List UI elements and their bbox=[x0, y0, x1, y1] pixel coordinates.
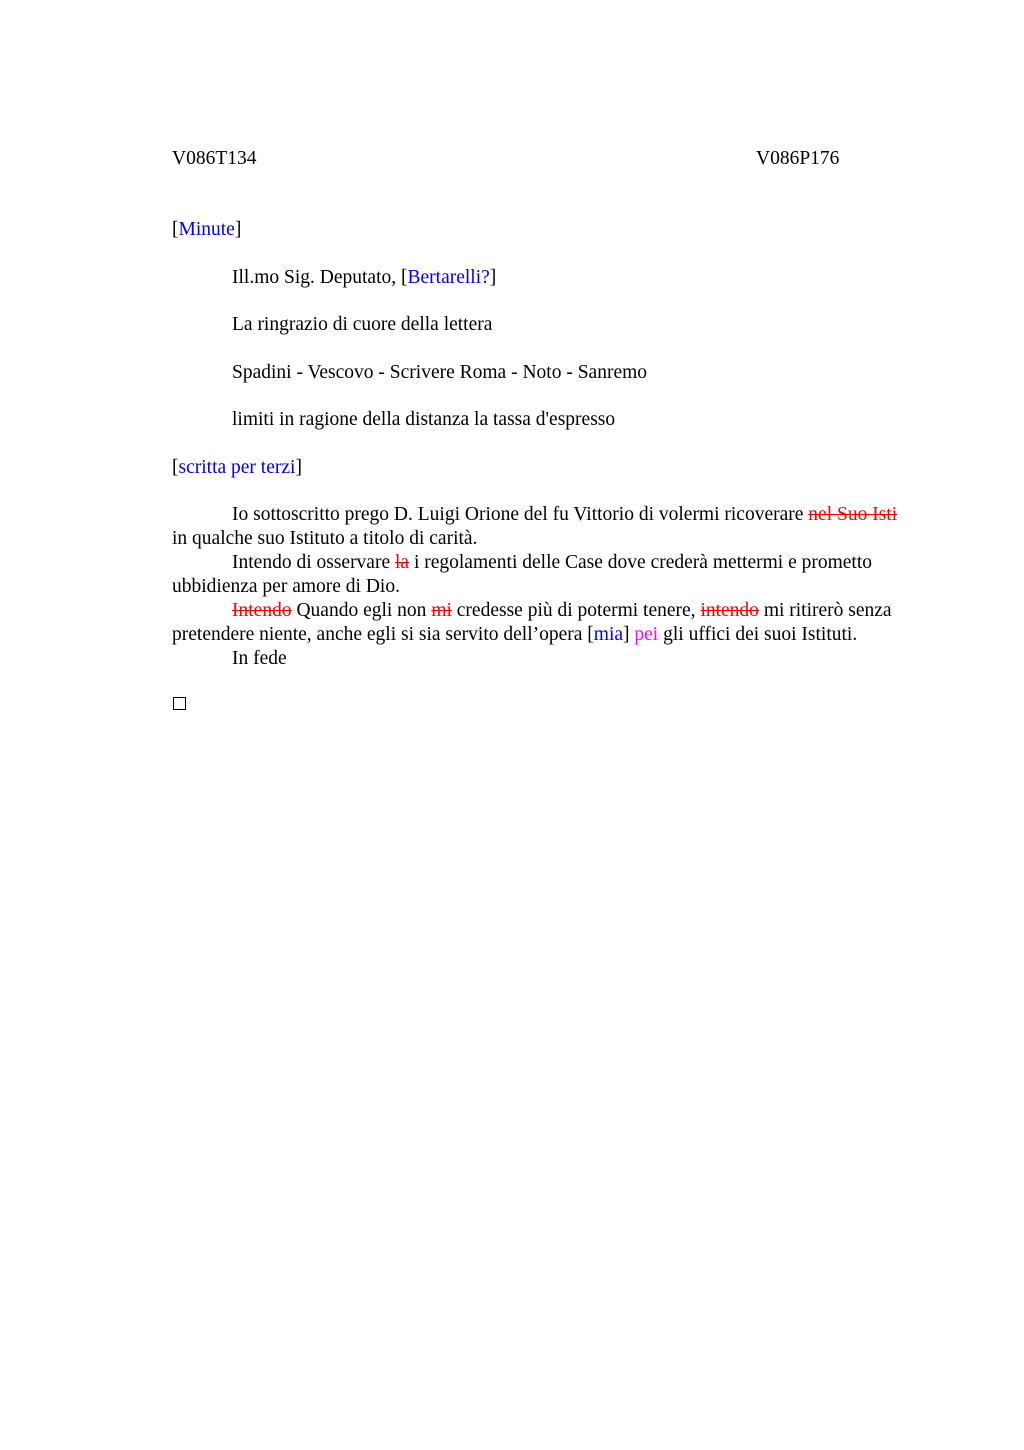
document-code-left: V086T134 bbox=[172, 148, 257, 169]
declaration-body bbox=[172, 503, 912, 671]
closing-line: In fede bbox=[232, 648, 287, 669]
text-run: Io sottoscritto prego D. Luigi Orione del fu Vittorio di volermi ricoverare bbox=[232, 504, 809, 525]
minute-heading: [Minute] bbox=[172, 219, 242, 240]
document-code-right: V086P176 bbox=[756, 148, 840, 169]
deleted-text: Intendo bbox=[232, 600, 292, 621]
text-run: Quando egli non bbox=[291, 600, 432, 621]
end-square-icon bbox=[173, 697, 186, 710]
minute-line-3: limiti in ragione della distanza la tassa d'espresso bbox=[232, 409, 616, 430]
deleted-text: intendo bbox=[700, 600, 759, 621]
text-run: mi ritirerò senza pretendere niente, anche egli si sia servito dell’opera bbox=[172, 600, 892, 645]
deleted-text: Isti bbox=[872, 504, 898, 525]
deleted-text: nel Suo bbox=[808, 504, 873, 525]
text-run: credesse più di potermi tenere, bbox=[451, 600, 701, 621]
deleted-text: la bbox=[395, 552, 410, 573]
salutation-text: Ill.mo Sig. Deputato, bbox=[232, 267, 401, 288]
text-run: gli uffici dei suoi Istituti. bbox=[658, 624, 858, 645]
salutation-line: Ill.mo Sig. Deputato, [Bertarelli?] bbox=[232, 267, 497, 288]
document-page bbox=[172, 0, 912, 1450]
third-party-label: scritta per terzi bbox=[178, 457, 296, 478]
minute-line-1: La ringrazio di cuore della lettera bbox=[232, 314, 493, 335]
minute-line-2: Spadini - Vescovo - Scrivere Roma - Noto - Sanremo bbox=[232, 362, 648, 383]
inserted-text: pei bbox=[634, 624, 659, 645]
declaration-paragraph-2 bbox=[172, 551, 912, 599]
declaration-paragraph-3: Intendo Quando egli non mi credesse più di potermi tenere, intendo mi ritirerò senza pretendere niente, anche egli si sia servito dell’opera [mia] pei gli uffici dei suoi Istituti. bbox=[172, 600, 892, 645]
text-run: in qualche suo Istituto a titolo di carità. bbox=[172, 528, 478, 549]
declaration-paragraph-1 bbox=[172, 503, 912, 551]
salutation-note: Bertarelli? bbox=[407, 267, 490, 288]
text-run: Intendo di osservare bbox=[232, 552, 395, 573]
deleted-text: mi bbox=[431, 600, 452, 621]
minute-label: Minute bbox=[178, 219, 235, 240]
editorial-note: mia bbox=[593, 624, 624, 645]
text-run: i regolamenti delle Case dove crederà mettermi e prometto ubbidienza per amore di Dio. bbox=[172, 552, 873, 597]
third-party-heading: [scritta per terzi] bbox=[172, 457, 302, 478]
